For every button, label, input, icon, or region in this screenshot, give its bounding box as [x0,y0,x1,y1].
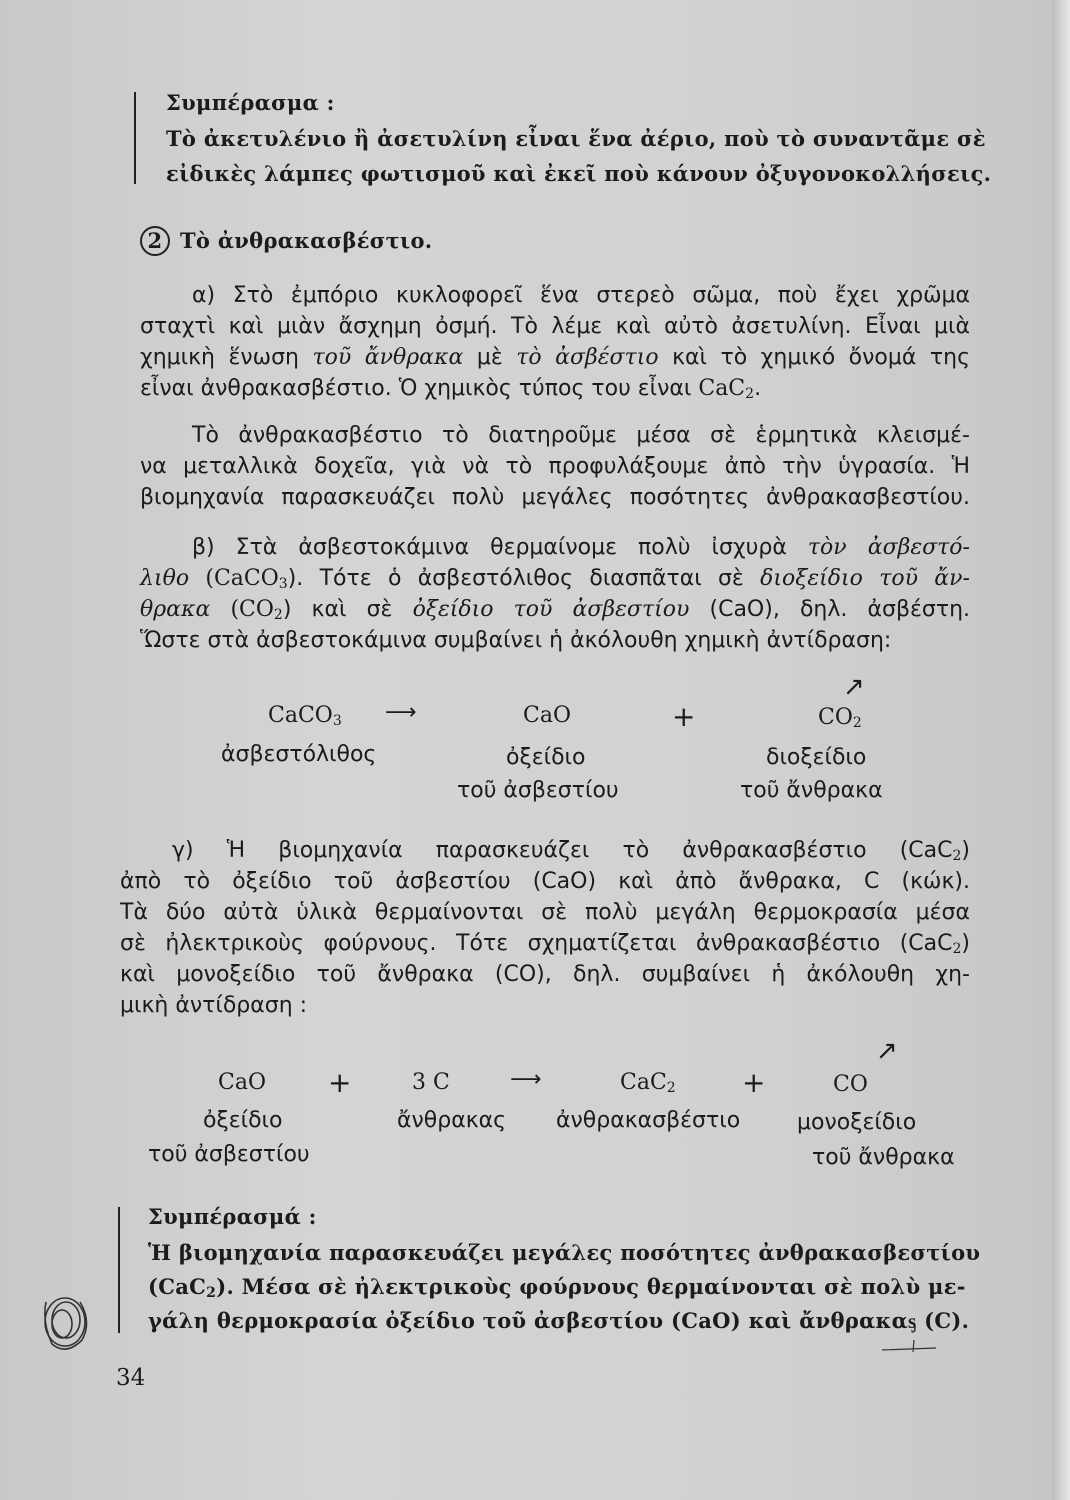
pencil-scribble [32,1282,96,1356]
summary2-line1: Ἡ βιομηχανία παρασκευάζει μεγάλες ποσότητες ἀνθρακασβεστίου [148,1240,981,1265]
summary1-heading: Συμπέρασμα : [166,90,335,115]
r1-reactant-name: ἀσβεστόλιθος [221,742,377,767]
para-a-line1: α) Στὸ ἐμπόριο κυκλοφορεῖ ἕνα στερεὸ σῶμα, ποὺ ἔχει χρῶμα [192,283,970,308]
page-edge-shadow [1052,0,1070,1500]
para-keep-line2: να μεταλλικὰ δοχεῖα, γιὰ νὰ τὸ προφυλάξουμε ἀπὸ τὴν ὑγρασία. Ἡ [140,454,970,479]
paragraph-storage [140,420,970,513]
r1-product1-name2: τοῦ ἀσβεστίου [457,778,619,803]
r1-product2-name1: διοξείδιο [766,745,867,770]
section-heading [140,226,432,256]
section-title: Τὸ ἀνθρακασβέστιο. [180,228,433,253]
paragraph-a [140,280,970,404]
para-c-line3: Τὰ δύο αὐτὰ ὑλικὰ θερμαίνονται σὲ πολὺ μεγάλη θερμοκρασία μέσα [120,900,970,925]
r2-reactant1: CaO [218,1070,266,1095]
r2-product2-name2: τοῦ ἄνθρακα [812,1145,955,1170]
paragraph-b [140,532,970,656]
r2-arrow: ⟶ [510,1067,542,1092]
para-b-line3: θρακα $(CO_2)$ καὶ σὲ ὀξείδιο τοῦ ἀσβεστίου (CaO), δηλ. ἀσβέστη. [140,597,971,623]
para-b-line2: λιθο (CaCO$_3$). Τότε ὁ ἀσβεστόλιθος διασπᾶται σὲ διοξείδιο τοῦ ἄν- [140,566,970,592]
r2-product2-name1: μονοξείδιο [797,1110,917,1135]
r2-plus2: + [742,1066,766,1099]
pencil-mark [880,1336,940,1356]
r1-gas-arrow: ↗ [843,672,865,702]
summary2-heading: Συμπέρασμά : [148,1204,317,1229]
r2-product1: CaC$_2$ [620,1070,676,1096]
r1-product1: CaO [523,703,571,728]
summary1-line1: Τὸ ἀκετυλένιο ἢ ἀσετυλίνη εἶναι ἕνα ἀέριο, ποὺ τὸ συναντᾶμε σὲ [166,126,986,151]
para-c-line6: μικὴ ἀντίδραση : [120,993,308,1018]
r1-arrow: ⟶ [385,700,417,725]
summary1-line2: εἰδικὲς λάμπες φωτισμοῦ καὶ ἐκεῖ ποὺ κάνουν ὀξυγονοκολλήσεις. [166,161,992,186]
para-keep-line1: Τὸ ἀνθρακασβέστιο τὸ διατηροῦμε μέσα σὲ ἑρμητικὰ κλεισμέ- [192,423,970,448]
para-c-line5: καὶ μονοξείδιο τοῦ ἄνθρακα (CO), δηλ. συμβαίνει ἡ ἀκόλουθη χη- [120,962,970,987]
r2-reactant1-name1: ὀξείδιο [203,1108,283,1133]
r2-reactant1-name2: τοῦ ἀσβεστίου [148,1142,310,1167]
summary1-bar [134,92,136,184]
para-a-line2: σταχτὶ καὶ μιὰν ἄσχημη ὀσμή. Τὸ λέμε καὶ αὐτὸ ἀσετυλίνη. Εἶναι μιὰ [140,314,970,339]
r2-reactant2-name: ἄνθρακας [397,1108,507,1133]
para-keep-line3: βιομηχανία παρασκευάζει πολὺ μεγάλες ποσότητες ἀνθρακασβεστίου. [140,485,970,510]
para-a-line3: χημικὴ ἕνωση τοῦ ἄνθρακα μὲ τὸ ἀσβέστιο καὶ τὸ χημικό ὄνομά της [140,345,970,370]
r2-product2: CO [833,1072,868,1097]
r1-plus: + [672,700,696,733]
summary2-line3: γάλη θερμοκρασία ὀξείδιο τοῦ ἀσβεστίου (CaO) καὶ ἄνθρακαᶊ (C). [148,1308,970,1333]
r1-product2-name2: τοῦ ἄνθρακα [740,778,883,803]
paragraph-c [120,835,970,1021]
summary2-line2: (CaC$_2$). Μέσα σὲ ἠλεκτρικοὺς φούρνους θερμαίνονται σὲ πολὺ με- [148,1274,966,1301]
para-c-line2: ἀπὸ τὸ ὀξείδιο τοῦ ἀσβεστίου (CaO) καὶ ἀπὸ ἄνθρακα, C (κώκ). [120,869,970,894]
page-number: 34 [116,1365,146,1391]
summary2-bar [118,1207,120,1333]
r1-reactant: CaCO$_3$ [268,703,342,729]
para-c-line1: γ) Ἡ βιομηχανία παρασκευάζει τὸ ἀνθρακασβέστιο (CaC$_2$) [172,838,970,864]
r1-product2: $CO_2$ [818,705,862,731]
para-b-line1: β) Στὰ ἀσβεστοκάμινα θερμαίνομε πολὺ ἰσχυρὰ τὸν ἀσβεστό- [192,535,970,560]
para-c-line4: σὲ ἠλεκτρικοὺς φούρνους. Τότε σχηματίζεται ἀνθρακασβέστιο (CaC$_2$) [120,931,970,957]
para-b-line4: Ὥστε στὰ ἀσβεστοκάμινα συμβαίνει ἡ ἀκόλουθη χημικὴ ἀντίδραση: [140,628,892,653]
r2-reactant2: 3 C [412,1070,450,1095]
section-number: 2 [140,226,170,256]
r2-plus1: + [328,1066,352,1099]
r2-gas-arrow: ↗ [876,1036,898,1066]
para-a-line4: εἶναι ἀνθρακασβέστιο. Ὁ χημικὸς τύπος του εἶναι CaC$_2$. [140,376,762,402]
r2-product1-name: ἀνθρακασβέστιο [556,1108,741,1133]
r1-product1-name1: ὀξείδιο [506,745,586,770]
